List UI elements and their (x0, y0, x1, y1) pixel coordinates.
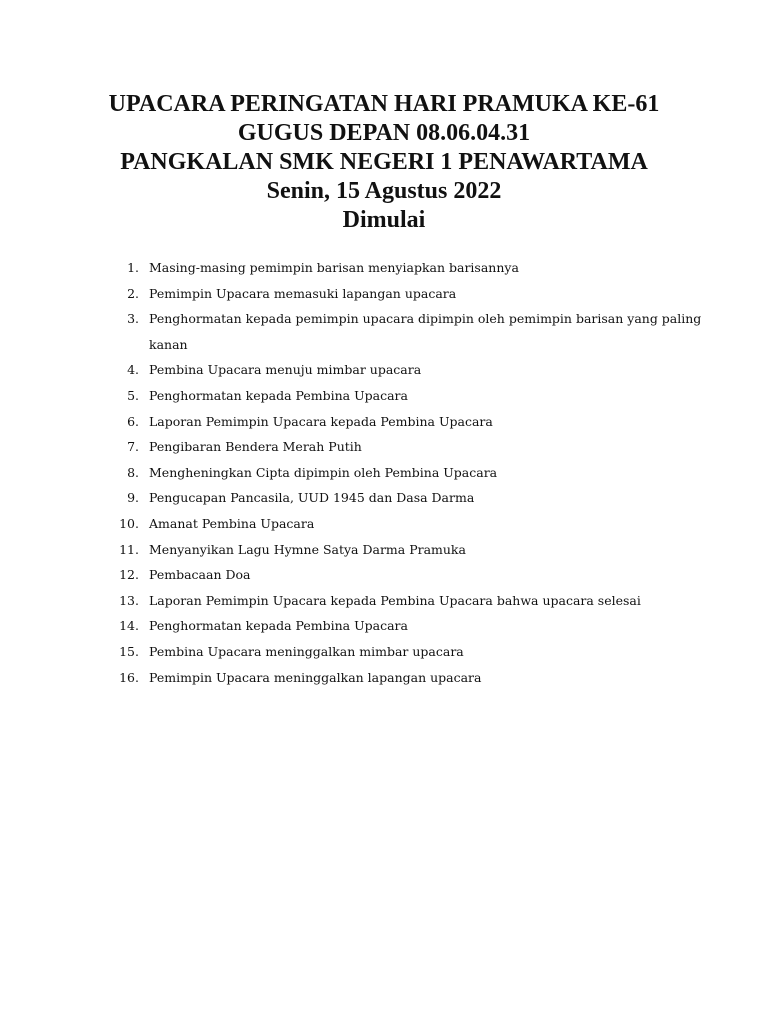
title-line-event: UPACARA PERINGATAN HARI PRAMUKA KE-61 (108, 91, 660, 117)
item-text: Amanat Pembina Upacara (149, 515, 315, 531)
item-text: Pemimpin Upacara memasuki lapangan upacara (149, 285, 457, 301)
title-line-troop: GUGUS DEPAN 08.06.04.31 (237, 120, 531, 146)
list-item (110, 639, 710, 665)
item-text: Mengheningkan Cipta dipimpin oleh Pembina Upacara (149, 464, 498, 480)
list-item (110, 409, 710, 435)
list-item (110, 613, 710, 639)
item-number: 12. (119, 567, 139, 583)
item-text: Penghormatan kepada pemimpin upacara dipimpin oleh pemimpin barisan yang paling kanan (149, 311, 702, 352)
item-text: Pembina Upacara menuju mimbar upacara (149, 362, 422, 378)
list-item (110, 255, 710, 281)
list-item (110, 460, 710, 486)
title-line-date: Senin, 15 Agustus 2022 (266, 178, 502, 204)
item-text: Pengucapan Pancasila, UUD 1945 dan Dasa Darma (149, 490, 475, 506)
item-number: 5. (127, 387, 139, 403)
item-number: 13. (119, 592, 139, 608)
item-text: Menyanyikan Lagu Hymne Satya Darma Pramuka (149, 541, 466, 557)
item-text: Laporan Pemimpin Upacara kepada Pembina Upacara bahwa upacara selesai (149, 592, 641, 608)
item-text: Masing-masing pemimpin barisan menyiapkan barisannya (149, 260, 519, 275)
list-item (110, 588, 710, 614)
agenda-list (110, 255, 710, 690)
list-item (110, 281, 710, 307)
title-line-start: Dimulai (342, 207, 426, 233)
list-item (110, 383, 710, 409)
list-item (110, 537, 710, 563)
item-number: 11. (119, 541, 139, 557)
title-line-base: PANGKALAN SMK NEGERI 1 PENAWARTAMA (120, 149, 648, 175)
item-text: Pemimpin Upacara meninggalkan lapangan upacara (149, 669, 482, 685)
item-number: 3. (127, 311, 139, 327)
item-number: 1. (127, 260, 139, 275)
list-item (110, 511, 710, 537)
item-number: 7. (127, 439, 139, 455)
list-item (110, 485, 710, 511)
document-title (0, 90, 768, 235)
list-item (110, 306, 710, 357)
list-item (110, 665, 710, 691)
list-item (110, 434, 710, 460)
item-text: Pengibaran Bendera Merah Putih (149, 439, 362, 455)
item-number: 10. (119, 515, 139, 531)
item-number: 15. (119, 643, 139, 659)
list-item (110, 357, 710, 383)
item-text: Pembacaan Doa (149, 567, 251, 583)
item-number: 6. (127, 413, 139, 429)
list-item (110, 562, 710, 588)
item-text: Penghormatan kepada Pembina Upacara (149, 387, 408, 403)
item-number: 9. (127, 490, 139, 506)
item-number: 2. (127, 285, 139, 301)
item-text: Pembina Upacara meninggalkan mimbar upacara (149, 643, 464, 659)
item-text: Penghormatan kepada Pembina Upacara (149, 618, 408, 634)
item-number: 4. (127, 362, 139, 378)
item-number: 14. (119, 618, 139, 634)
item-text: Laporan Pemimpin Upacara kepada Pembina Upacara (149, 413, 493, 429)
item-number: 8. (127, 464, 139, 480)
item-number: 16. (119, 669, 139, 685)
